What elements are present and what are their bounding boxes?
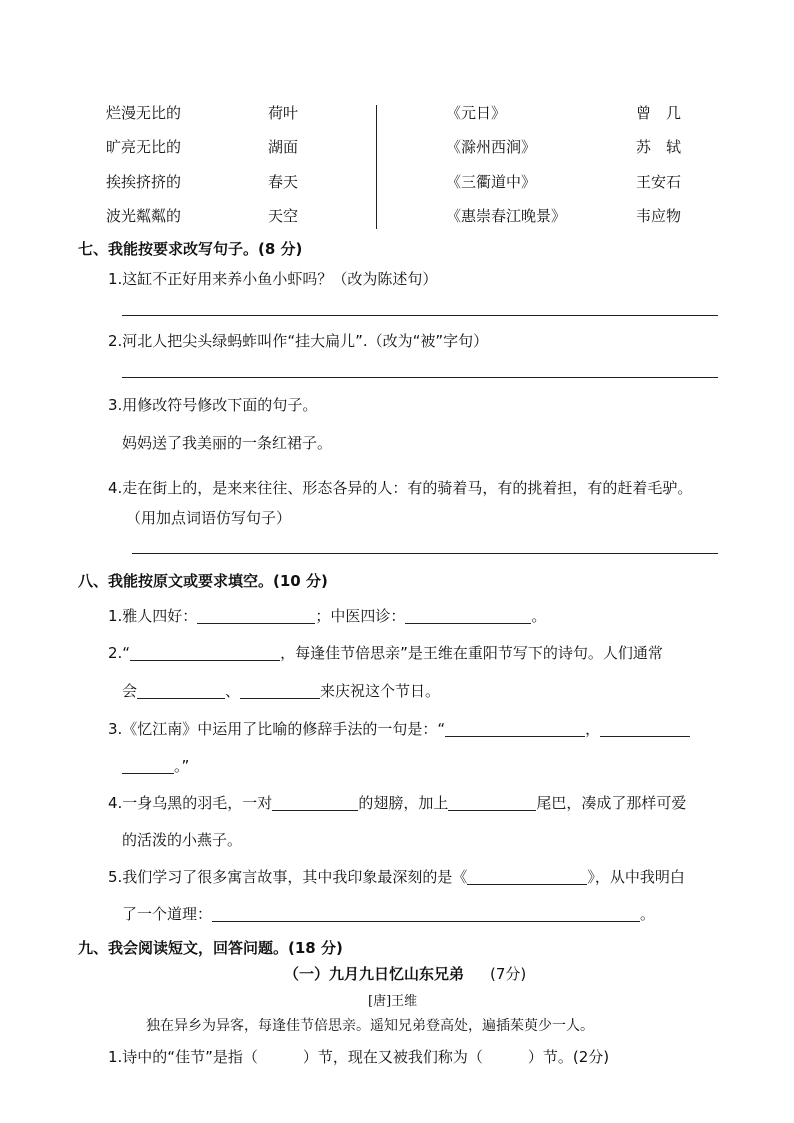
fill-blank[interactable]	[405, 607, 531, 624]
fill-blank[interactable]	[448, 794, 536, 811]
fill-blank[interactable]	[122, 757, 174, 774]
question-text: 3.用修改符号修改下面的句子。	[108, 396, 318, 414]
match-left-word: 挨挨挤挤的	[106, 173, 182, 191]
match-right-poet: 韦应物	[636, 207, 682, 225]
fill-blank[interactable]	[212, 905, 640, 922]
question-text: 来庆祝这个节日。	[320, 682, 441, 700]
match-right-poem: 《惠崇春江晚景》	[446, 207, 567, 225]
fill-blank[interactable]	[130, 644, 280, 661]
question-row	[108, 718, 690, 739]
question-text: 2.“	[108, 644, 131, 662]
answer-line[interactable]	[122, 315, 718, 316]
question-text: ；中医四诊：	[315, 607, 406, 625]
question-text: ，每逢佳节倍思亲”是王维在重阳节写下的诗句。人们通常	[280, 644, 663, 662]
question-text: ，	[585, 720, 601, 738]
section-title: 七、我能按要求改写句子。(8 分)	[78, 240, 303, 258]
question-text: 3.《忆江南》中运用了比喻的修辞手法的一句是：“	[108, 720, 446, 738]
question-text: 1.这缸不正好用来养小鱼小虾吗？（改为陈述句）	[108, 270, 438, 288]
question-text: 4.走在街上的，是来来往往、形态各异的人：有的骑着马，有的挑着担，有的赶着毛驴。	[108, 479, 693, 497]
match-right-poem: 《三衢道中》	[446, 173, 537, 191]
question-text: 1.雅人四好：	[108, 607, 198, 625]
question-text: 、	[225, 682, 241, 700]
question-row	[108, 792, 686, 813]
question-text: 4.一身乌黑的羽毛，一对	[108, 794, 273, 812]
poem-text: 独在异乡为异客，每逢佳节倍思亲。遥知兄弟登高处，遍插茱萸少一人。	[146, 1018, 594, 1034]
fill-blank[interactable]	[137, 682, 225, 699]
question-row	[122, 903, 655, 924]
question-text: 了一个道理：	[122, 905, 213, 923]
match-left-word: 旷亮无比的	[106, 138, 182, 156]
question-text: 会	[122, 682, 138, 700]
column-divider	[376, 105, 377, 229]
match-left-word: 荷叶	[268, 104, 299, 122]
match-right-poem: 《元日》	[446, 104, 507, 122]
poem-title: （一）九月九日忆山东兄弟	[284, 965, 465, 983]
match-right-poet: 苏 轼	[636, 138, 682, 156]
poem-author: [唐]王维	[368, 994, 418, 1009]
question-row	[108, 866, 685, 887]
fill-blank[interactable]	[600, 720, 690, 737]
section-title: 九、我会阅读短文，回答问题。(18 分)	[78, 939, 343, 957]
fill-blank[interactable]	[445, 720, 585, 737]
question-text: 2.河北人把尖头绿蚂蚱叫作“挂大扁儿”.（改为“被”字句）	[108, 332, 489, 350]
fill-blank[interactable]	[240, 682, 320, 699]
question-text: 5.我们学习了很多寓言故事，其中我印象最深刻的是《	[108, 868, 468, 886]
sentence-to-edit: 妈妈送了我美丽的一条红裙子。	[122, 434, 333, 452]
question-row	[122, 829, 242, 850]
question-text: 的活泼的小燕子。	[122, 831, 243, 849]
answer-line[interactable]	[122, 377, 718, 378]
question-text: 。”	[174, 757, 190, 775]
poem-heading	[284, 963, 526, 984]
question-row	[122, 755, 189, 776]
section-title: 八、我能按原文或要求填空。(10 分)	[78, 572, 328, 590]
answer-line[interactable]	[132, 553, 718, 554]
match-left-word: 湖面	[268, 138, 299, 156]
question-text: 尾巴，凑成了那样可爱	[536, 794, 687, 812]
fill-blank[interactable]	[197, 607, 315, 624]
match-right-poet: 王安石	[636, 173, 682, 191]
match-left-word: 波光粼粼的	[106, 207, 182, 225]
question-note: （用加点词语仿写句子）	[126, 509, 292, 527]
question-text: 的翅膀，加上	[358, 794, 449, 812]
question-text: 》，从中我明白	[587, 868, 685, 886]
match-left-word: 天空	[268, 207, 299, 225]
question-text: 。	[640, 905, 656, 923]
fill-blank[interactable]	[467, 868, 587, 885]
question-text: 1.诗中的“佳节”是指（ ）节，现在又被我们称为（ ）节。(2分)	[108, 1048, 610, 1066]
question-row	[122, 680, 440, 701]
match-right-poem: 《滁州西涧》	[446, 138, 537, 156]
fill-blank[interactable]	[272, 794, 358, 811]
poem-score: (7分)	[490, 965, 527, 983]
match-left-word: 春天	[268, 173, 299, 191]
question-text: 。	[531, 607, 547, 625]
question-row	[108, 642, 663, 663]
match-right-poet: 曾 几	[636, 104, 682, 122]
match-left-word: 烂漫无比的	[106, 104, 182, 122]
question-row	[108, 605, 546, 626]
